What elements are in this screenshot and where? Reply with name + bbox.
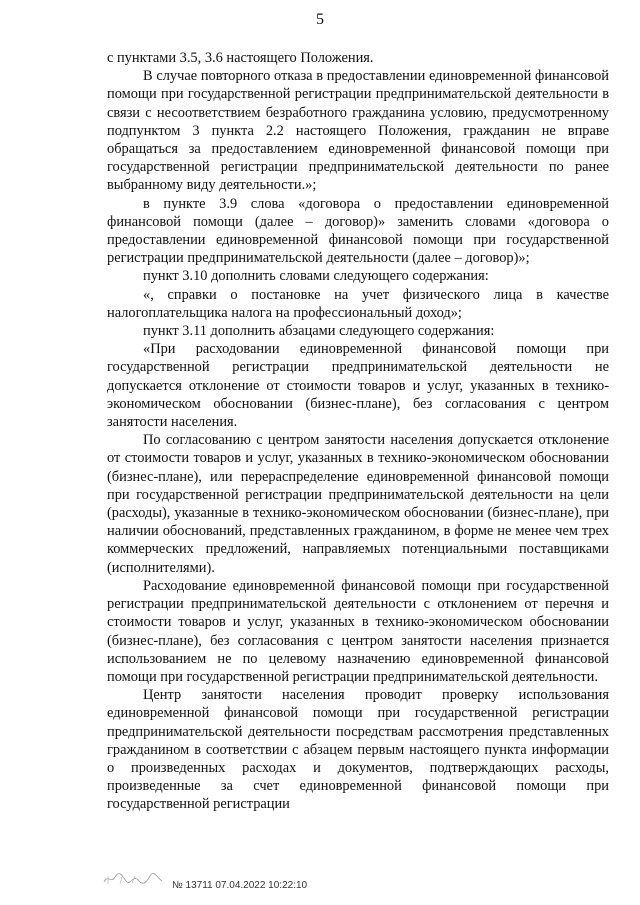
paragraph-agreement-rule: По согласованию с центром занятости населения допускается отклонение от стоимости товаров и услуг, указанных в технико-экономическом обосновании (бизнес-плане), или перераспределение единовременной финансовой помощи при государственной регистрации предпринимательской деятельности на цели (расходы), указанные в технико-экономическом обосновании (бизнес-плане), при наличии обоснований, представленных гражданином, в форме не менее чем трех коммерческих предложений, направляемых потенциальными поставщиками (исполнителями). xyxy=(107,432,609,576)
paragraph-item-3-10-text: «, справки о постановке на учет физического лица в качестве налогоплательщика налога на профессиональный доход»; xyxy=(107,286,609,321)
paragraph-verification-rule: Центр занятости населения проводит проверку использования единовременной финансовой помощи при государственной регистрации предпринимательской деятельности посредствам рассмотрения представленных гражданином в соответствии с абзацем первым настоящего пункта информации о произведенных расходах и документов, подтверждающих расходы, произведенные за счет единовременной финансовой помощи при государственной регистрации xyxy=(107,687,609,813)
paragraph-misuse-rule: Расходование единовременной финансовой помощи при государственной регистрации предпринимательской деятельности с отклонением от перечня и стоимости товаров и услуг, указанных в технико-экономическом обосновании (бизнес-плане), без согласования с центром занятости населения признается использованием не по целевому назначению единовременной финансовой помощи при государственной регистрации предпринимательской деятельности. xyxy=(107,577,609,685)
paragraph-repeated-refusal: В случае повторного отказа в предоставлении единовременной финансовой помощи при государственной регистрации предпринимательской деятельности в связи с несоответствием безработного гражданина условию, предусмотренному подпунктом 3 пункта 2.2 настоящего Положения, гражданин не вправе обращаться за предоставлением единовременной финансовой помощи при государственной регистрации предпринимательской деятельности по ранее выбранному виду деятельности.»; xyxy=(107,68,609,194)
page-footer xyxy=(96,872,396,896)
paragraph-item-3-11: пункт 3.11 дополнить абзацами следующего содержания: xyxy=(143,323,495,340)
page-number: 5 xyxy=(316,11,324,28)
registration-stamp-mark xyxy=(102,872,164,892)
stamp-scribble-icon xyxy=(102,872,164,886)
paragraph-item-3-9: в пункте 3.9 слова «договора о предоставлении единовременной финансовой помощи (далее – договор)» заменить словами «договора о предоставлении единовременной финансовой помощи при государственной регистрации предпринимательской деятельности (далее – договор)»; xyxy=(107,195,609,267)
paragraph-continuation: с пунктами 3.5, 3.6 настоящего Положения. xyxy=(107,50,374,66)
registration-number: № 13711 07.04.2022 10:22:10 xyxy=(172,880,308,891)
document-body xyxy=(107,49,609,814)
paragraph-item-3-10: пункт 3.10 дополнить словами следующего содержания: xyxy=(143,268,489,285)
paragraph-spending-rule: «При расходовании единовременной финансовой помощи при государственной регистрации предпринимательской деятельности не допускается отклонение от стоимости товаров и услуг, указанных в технико-экономическом обосновании (бизнес-плане), без согласования с центром занятости населения. xyxy=(107,341,609,431)
